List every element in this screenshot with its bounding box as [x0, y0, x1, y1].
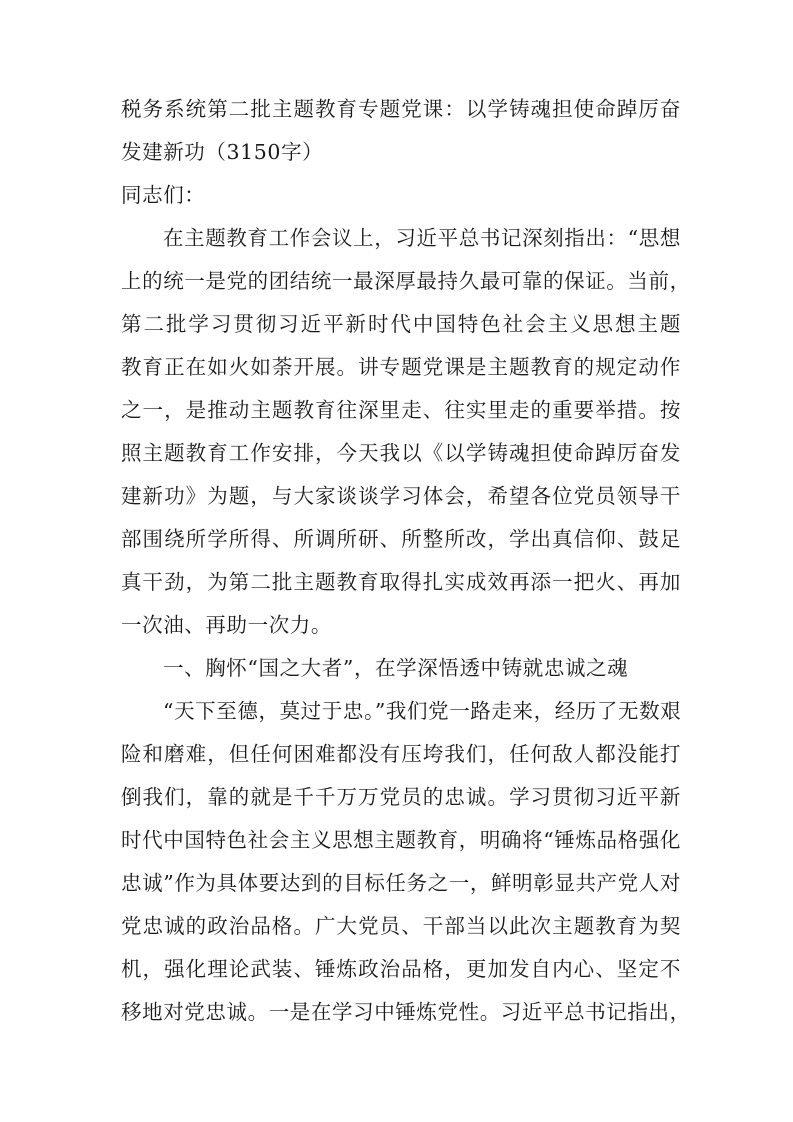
paragraph-2-line-2: 险和磨难，但任何困难都没有压垮我们，任何敌人都没能打	[121, 742, 681, 766]
paragraph-2-line-8: 移地对党忠诚。一是在学习中锤炼党性。习近平总书记指出，	[121, 1000, 691, 1024]
salutation: 同志们：	[121, 183, 206, 207]
paragraph-1-line-1: 在主题教育工作会议上，习近平总书记深刻指出：“思想	[163, 226, 681, 250]
paragraph-1-line-2: 上的统一是党的团结统一最深厚最持久最可靠的保证。当前，	[121, 269, 691, 293]
paragraph-2-line-6: 党忠诚的政治品格。广大党员、干部当以此次主题教育为契	[121, 914, 681, 938]
paragraph-2-line-7: 机，强化理论武装、锤炼政治品格，更加发自内心、坚定不	[121, 957, 681, 981]
paragraph-1-line-10: 一次油、再助一次力。	[121, 613, 332, 637]
paragraph-1-line-8: 部围绕所学所得、所调所研、所整所改，学出真信仰、鼓足	[121, 527, 681, 551]
paragraph-2-line-3: 倒我们，靠的就是千千万万党员的忠诚。学习贯彻习近平新	[121, 785, 681, 809]
paragraph-1-line-6: 照主题教育工作安排，今天我以《以学铸魂担使命踔厉奋发	[121, 441, 681, 465]
paragraph-2-line-4: 时代中国特色社会主义思想主题教育，明确将“锤炼品格强化	[121, 828, 681, 852]
paragraph-1-line-4: 教育正在如火如荼开展。讲专题党课是主题教育的规定动作	[121, 355, 681, 379]
section-heading-1: 一、胸怀“国之大者”，在学深悟透中铸就忠诚之魂	[163, 656, 629, 680]
paragraph-1-line-9: 真干劲，为第二批主题教育取得扎实成效再添一把火、再加	[121, 570, 681, 594]
document-title-line-1: 税务系统第二批主题教育专题党课：以学铸魂担使命踔厉奋	[121, 97, 681, 121]
document-title-line-2: 发建新功（3150字）	[121, 140, 324, 164]
paragraph-2-line-5: 忠诚”作为具体要达到的目标任务之一，鲜明彰显共产党人对	[121, 871, 681, 895]
paragraph-1-line-5: 之一，是推动主题教育往深里走、往实里走的重要举措。按	[121, 398, 681, 422]
paragraph-1-line-7: 建新功》为题，与大家谈谈学习体会，希望各位党员领导干	[121, 484, 681, 508]
paragraph-1-line-3: 第二批学习贯彻习近平新时代中国特色社会主义思想主题	[121, 312, 681, 336]
paragraph-2-line-1: “天下至德，莫过于忠。”我们党一路走来，经历了无数艰	[163, 699, 682, 723]
